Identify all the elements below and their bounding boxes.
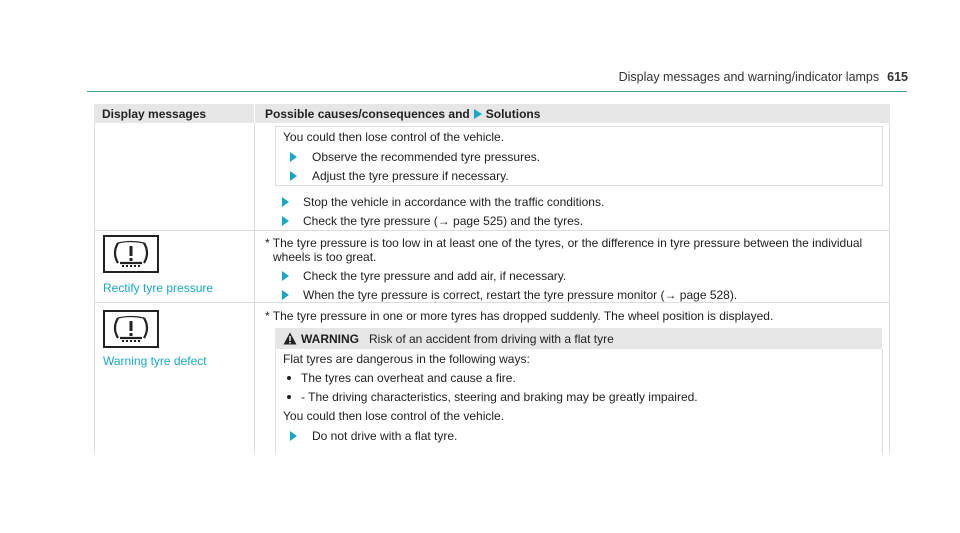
warning-subtitle: Risk of an accident from driving with a flat tyre xyxy=(369,332,614,346)
warning-title: WARNING xyxy=(301,332,359,346)
running-header xyxy=(619,70,908,84)
step-arrow-icon xyxy=(282,216,289,226)
bullet xyxy=(287,376,291,380)
col-display-messages-header: Display messages xyxy=(102,107,207,121)
display-messages-table xyxy=(94,104,890,454)
step-arrow-icon xyxy=(282,290,289,300)
step-text: Adjust the tyre pressure if necessary. xyxy=(312,169,509,183)
step-text: Stop the vehicle in accordance with the traffic conditions. xyxy=(303,195,605,209)
display-message-rectify-tyre-pressure: Rectify tyre pressure xyxy=(103,281,214,295)
header-rule xyxy=(87,91,907,92)
cause-text: wheels is too great. xyxy=(273,250,377,264)
column-divider xyxy=(254,123,255,454)
step-arrow-icon xyxy=(290,152,297,162)
display-message-warning-tyre-defect: Warning tyre defect xyxy=(103,354,207,368)
cause-text: * The tyre pressure is too low in at least one of the tyres, or the difference in tyre pressure between the individual xyxy=(265,236,863,250)
step-arrow-icon xyxy=(290,431,297,441)
step-arrow-icon xyxy=(290,171,297,181)
warning-outro: You could then lose control of the vehicle. xyxy=(283,409,505,423)
step-text: Observe the recommended tyre pressures. xyxy=(312,150,541,164)
table-header xyxy=(94,104,890,123)
row-divider xyxy=(94,230,890,231)
step-arrow-icon xyxy=(282,197,289,207)
step-text: Check the tyre pressure and add air, if necessary. xyxy=(303,269,567,283)
page-number: 615 xyxy=(887,70,908,84)
header-title: Display messages and warning/indicator lamps xyxy=(618,70,880,84)
cause-text: * The tyre pressure in one or more tyres has dropped suddenly. The wheel position is displayed. xyxy=(265,309,774,323)
tyre-pressure-warning-icon xyxy=(103,235,159,273)
warning-intro: Flat tyres are dangerous in the following ways: xyxy=(283,352,530,366)
col-causes-header: Possible causes/consequences and Solutions xyxy=(265,107,541,121)
warning-bullet: - The driving characteristics, steering and braking may be greatly impaired. xyxy=(301,390,698,404)
step-text: When the tyre pressure is correct, restart the tyre pressure monitor (→ page 528). xyxy=(303,288,738,302)
warning-triangle-icon xyxy=(283,332,297,345)
warning-bullet: The tyres can overheat and cause a fire. xyxy=(301,371,516,385)
step-arrow-icon xyxy=(474,109,482,119)
row-divider xyxy=(94,302,890,303)
tyre-pressure-warning-icon xyxy=(103,310,159,348)
step-text: Check the tyre pressure (→ page 525) and the tyres. xyxy=(303,214,584,228)
text-line: You could then lose control of the vehicle. xyxy=(283,130,505,144)
step-text: Do not drive with a flat tyre. xyxy=(312,429,458,443)
step-arrow-icon xyxy=(282,271,289,281)
bullet xyxy=(287,395,291,399)
